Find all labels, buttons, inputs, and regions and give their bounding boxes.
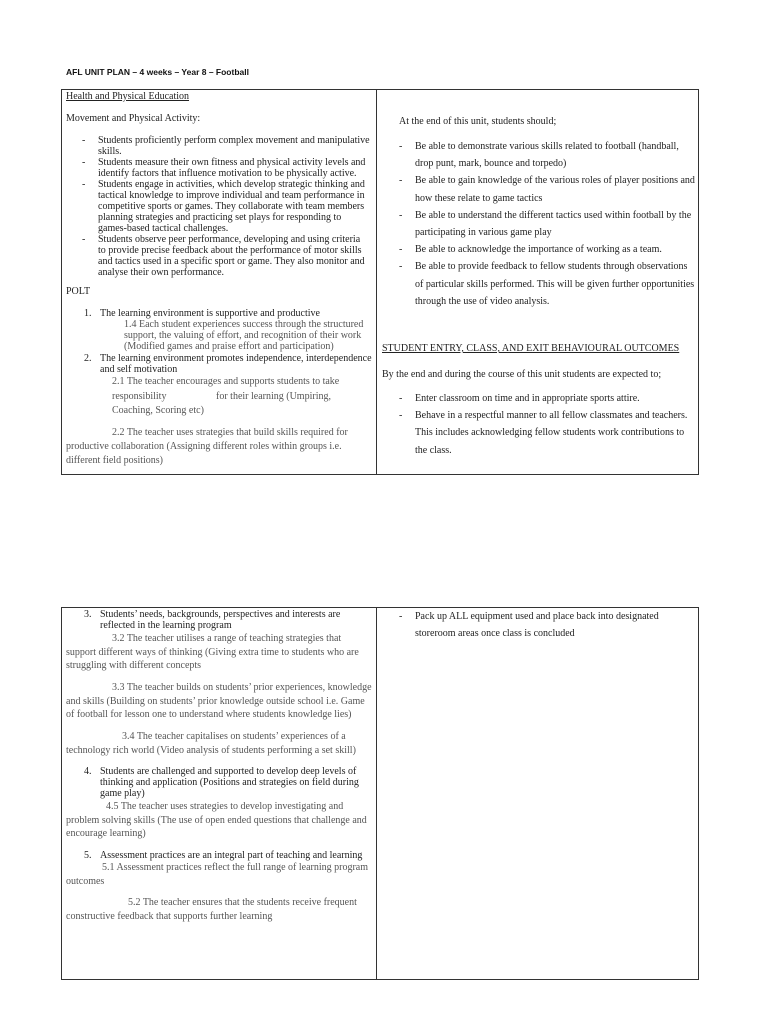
polt-item-4-sub: 4.5 The teacher uses strategies to develop investigating and problem solving skills (The use of open ended questions that challenge and encourage learning): [66, 801, 367, 839]
polt-item-3: Students’ needs, backgrounds, perspectives and interests are reflected in the learning program: [100, 609, 341, 631]
document-title: AFL UNIT PLAN – 4 weeks – Year 8 – Football: [66, 67, 249, 77]
list-item: - Pack up ALL equipment used and place back into designated storeroom areas once class is concluded: [415, 608, 697, 642]
unit-outcomes-list: [415, 138, 697, 310]
polt-item-1-sub: 1.4 Each student experiences success through the structured support, the valuing of effort, and recognition of their work (Modified games and praise effort and participation): [124, 319, 364, 352]
polt-item-2-sub1-d: Coaching, Scoring etc): [112, 405, 204, 416]
unit-outcomes-intro: At the end of this unit, students should;: [399, 116, 557, 127]
polt-label: POLT: [66, 286, 91, 297]
item-number-1: 1.: [84, 308, 92, 319]
polt-item-2-sub1-c: for their learning (Umpiring,: [216, 391, 331, 402]
item-number-3: 3.: [84, 609, 92, 620]
polt-item-5-sub2: 5.2 The teacher ensures that the students receive frequent constructive feedback that supports further learning: [66, 897, 357, 922]
polt-item-2-sub2-c: different field positions): [66, 455, 164, 466]
unit-plan-table-bottom: [61, 607, 699, 980]
list-item: - Students observe peer performance, developing and using criteria to provide precise feedback about the performance of motor skills and tactics used in a specific sport or game. They also monitor and analyse their own performance.: [98, 234, 370, 278]
list-item: - Enter classroom on time and in appropriate sports attire.: [415, 390, 697, 407]
behavioural-outcomes-intro: By the end and during the course of this unit students are expected to;: [382, 369, 662, 380]
list-item: - Behave in a respectful manner to all fellow classmates and teachers. This includes acknowledging fellow students work contributions to the class.: [415, 407, 697, 459]
polt-item-2-sub2-b: productive collaboration (Assigning different roles within groups i.e.: [66, 441, 342, 452]
movement-bullets: [98, 135, 370, 278]
hpe-heading: Health and Physical Education: [66, 91, 190, 102]
item-number-5: 5.: [84, 850, 92, 861]
polt-item-3-sub3: 3.4 The teacher capitalises on students’ experiences of a technology rich world (Video analysis of students performing a set skill): [66, 731, 356, 756]
list-item: - Students engage in activities, which develop strategic thinking and tactical knowledge to improve individual and team performance in competitive sports or games. They collaborate with team members planning strategies and practicing set plays for responding to games-based tactical challenges.: [98, 179, 370, 234]
polt-item-1: The learning environment is supportive and productive: [100, 308, 320, 319]
polt-item-3-sub1: 3.2 The teacher utilises a range of teaching strategies that support different ways of thinking (Giving extra time to students who are struggling with different concepts: [66, 633, 359, 671]
outcomes-cell: [377, 90, 699, 474]
list-item: - Students measure their own fitness and physical activity levels and identify factors that influence motivation to be physically active.: [98, 157, 370, 179]
polt-item-5-sub1: 5.1 Assessment practices reflect the full range of learning program outcomes: [66, 862, 369, 887]
list-item: - Be able to gain knowledge of the various roles of player positions and how these relate to game tactics: [415, 172, 697, 206]
polt-item-5: Assessment practices are an integral part of teaching and learning: [100, 850, 363, 861]
list-item: - Be able to understand the different tactics used within football by the participating in various game play: [415, 207, 697, 241]
polt-item-2-sub2-a: 2.2 The teacher uses strategies that build skills required for: [112, 427, 348, 438]
polt-item-4: Students are challenged and supported to develop deep levels of thinking and application (Positions and strategies on field during game play): [100, 766, 359, 799]
list-item: - Students proficiently perform complex movement and manipulative skills.: [98, 135, 370, 157]
item-number-4: 4.: [84, 766, 92, 777]
list-item: - Be able to provide feedback to fellow students through observations of particular skills performed. This will be given further opportunities through the use of video analysis.: [415, 258, 697, 310]
behavioural-outcomes-heading: STUDENT ENTRY, CLASS, AND EXIT BEHAVIOURAL OUTCOMES: [382, 343, 680, 354]
hpe-cell: [62, 90, 376, 474]
polt-item-2: The learning environment promotes independence, interdependence and self motivation: [100, 353, 372, 375]
behavioural-outcomes-list: [415, 390, 697, 459]
movement-subheading: Movement and Physical Activity:: [66, 113, 201, 124]
item-number-2: 2.: [84, 353, 92, 364]
unit-plan-table-top: [61, 89, 699, 475]
polt-item-3-sub2: 3.3 The teacher builds on students’ prior experiences, knowledge and skills (Building on students’ prior knowledge outside school i.e. Game of football for lesson one to understand where students knowledge lies): [66, 682, 372, 720]
list-item: - Be able to acknowledge the importance of working as a team.: [415, 241, 697, 258]
exit-outcomes-cell: [377, 608, 699, 979]
exit-outcomes-list: [415, 608, 697, 642]
polt-continued-cell: [62, 608, 376, 979]
polt-item-2-sub1-b: responsibility: [112, 391, 167, 402]
polt-item-2-sub1-a: 2.1 The teacher encourages and supports students to take: [112, 376, 340, 387]
list-item: - Be able to demonstrate various skills related to football (handball, drop punt, mark, bounce and torpedo): [415, 138, 697, 172]
